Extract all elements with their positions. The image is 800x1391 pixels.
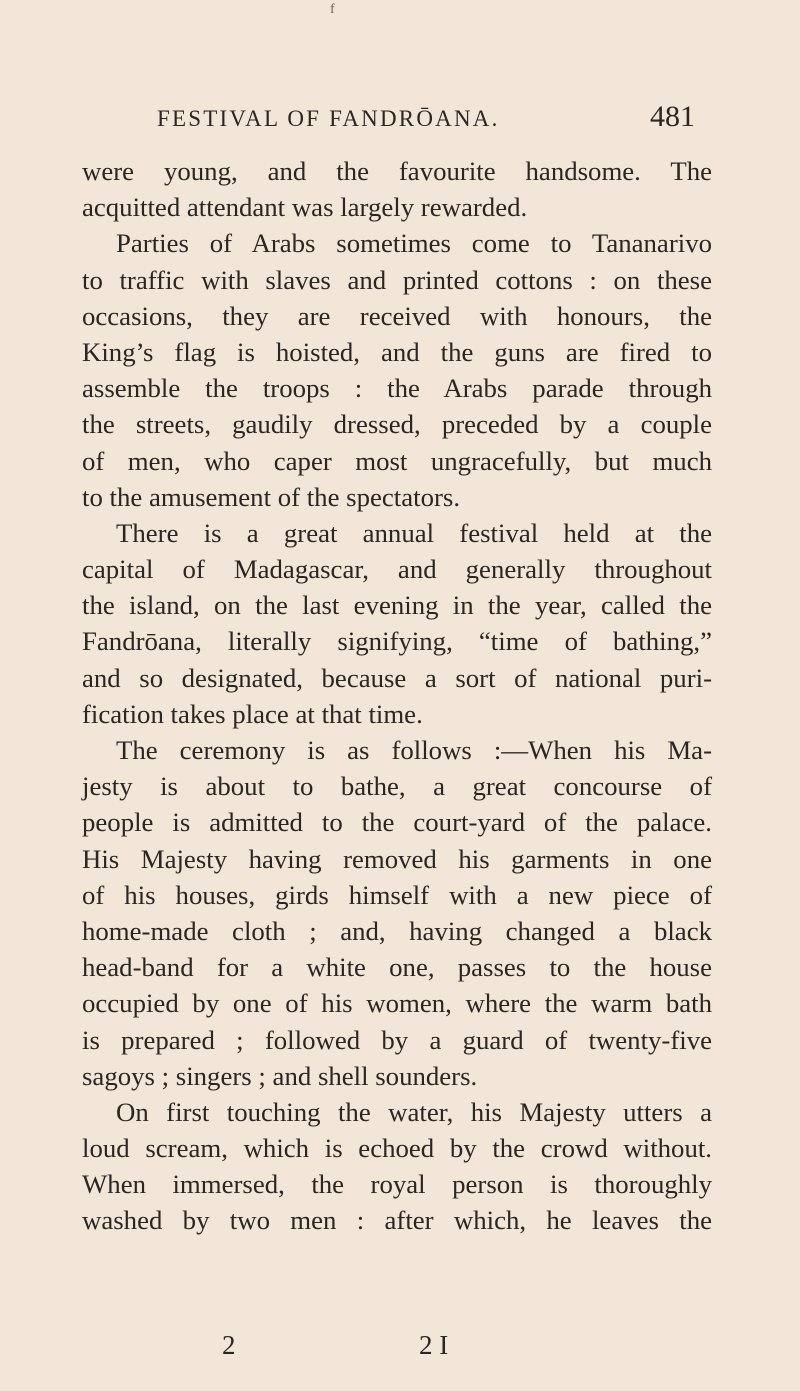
page-number: 481 bbox=[650, 100, 695, 133]
text-line: home-made cloth ; and, having changed a black bbox=[82, 915, 712, 946]
text-line: to the amusement of the spectators. bbox=[82, 481, 461, 512]
body-text bbox=[82, 153, 712, 1239]
text-line: On first touching the water, his Majesty utters a bbox=[116, 1096, 712, 1127]
text-line: head-band for a white one, passes to the house bbox=[82, 952, 712, 983]
stray-mark: f bbox=[330, 2, 335, 17]
text-line: jesty is about to bathe, a great concourse of bbox=[82, 771, 712, 802]
text-line: There is a great annual festival held at the bbox=[116, 517, 712, 548]
text-line: washed by two men : after which, he leaves the bbox=[82, 1205, 712, 1236]
text-line: fication takes place at that time. bbox=[82, 698, 423, 729]
text-line: Parties of Arabs sometimes come to Tananarivo bbox=[116, 228, 712, 259]
text-line: The ceremony is as follows :—When his Ma- bbox=[116, 735, 712, 765]
text-line: sagoys ; singers ; and shell sounders. bbox=[82, 1060, 478, 1091]
signature-marks bbox=[0, 1330, 800, 1370]
text-line: assemble the troops : the Arabs parade through bbox=[82, 373, 712, 404]
text-line: of men, who caper most ungracefully, but much bbox=[82, 445, 712, 476]
text-line: the island, on the last evening in the year, called the bbox=[82, 590, 712, 621]
running-head: FESTIVAL OF FANDRŌANA. bbox=[157, 106, 500, 131]
page-header bbox=[0, 100, 800, 140]
text-line: His Majesty having removed his garments in one bbox=[82, 843, 712, 874]
text-line: occupied by one of his women, where the warm bath bbox=[82, 988, 712, 1019]
text-line: to traffic with slaves and printed cottons : on these bbox=[82, 264, 712, 295]
text-line: the streets, gaudily dressed, preceded by a couple bbox=[82, 409, 712, 440]
text-line: Fandrōana, literally signifying, “time of bathing,” bbox=[82, 626, 712, 657]
text-line: and so designated, because a sort of national puri- bbox=[82, 662, 712, 693]
signature-left: 2 bbox=[222, 1330, 236, 1360]
text-line: is prepared ; followed by a guard of twenty-five bbox=[82, 1024, 712, 1055]
text-line: were young, and the favourite handsome. The bbox=[82, 156, 712, 186]
text-line: King’s flag is hoisted, and the guns are fired to bbox=[82, 336, 712, 367]
text-line: of his houses, girds himself with a new piece of bbox=[82, 879, 712, 910]
text-line: people is admitted to the court-yard of the palace. bbox=[82, 807, 712, 838]
text-line: When immersed, the royal person is thoroughly bbox=[82, 1169, 712, 1200]
text-line: loud scream, which is echoed by the crowd without. bbox=[82, 1133, 712, 1164]
text-line: occasions, they are received with honours, the bbox=[82, 300, 712, 331]
signature-right: 2 I bbox=[419, 1330, 449, 1360]
text-line: acquitted attendant was largely rewarded. bbox=[82, 192, 528, 223]
text-line: capital of Madagascar, and generally throughout bbox=[82, 554, 712, 585]
